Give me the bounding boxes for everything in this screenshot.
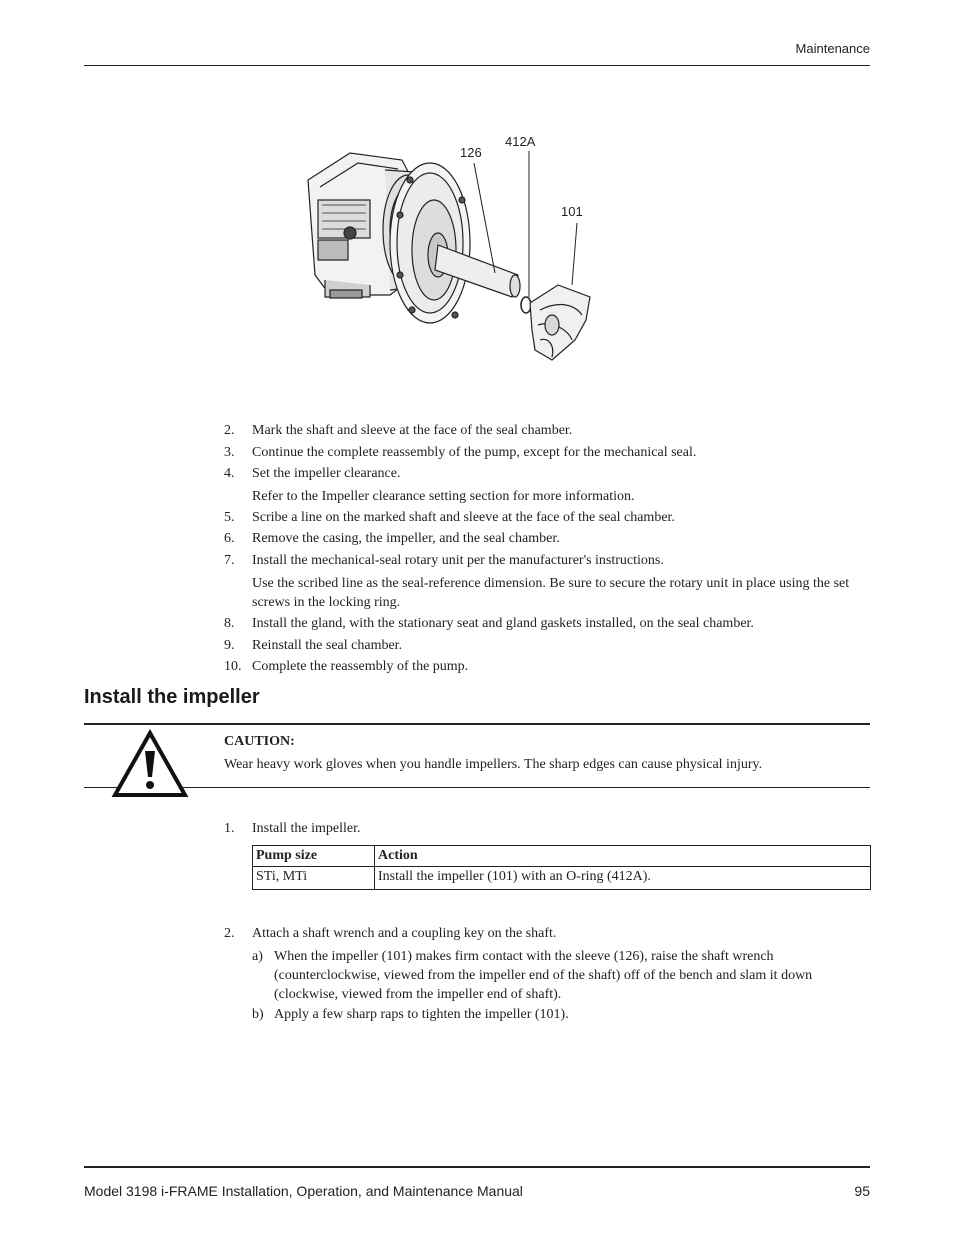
caution-box bbox=[84, 723, 870, 788]
step-number: 3. bbox=[224, 445, 235, 460]
step-text: Install the impeller. bbox=[252, 821, 361, 836]
page-number: 95 bbox=[854, 1183, 870, 1199]
substep-letter: b) bbox=[252, 1007, 264, 1022]
step-text: Reinstall the seal chamber. bbox=[252, 638, 403, 653]
step-number: 8. bbox=[224, 616, 235, 631]
header-section-name: Maintenance bbox=[795, 41, 870, 56]
step-text: Scribe a line on the marked shaft and sleeve at the face of the seal chamber. bbox=[252, 510, 675, 525]
table-header-action: Action bbox=[375, 846, 871, 867]
impeller-table bbox=[252, 845, 871, 890]
table-cell-action: Install the impeller (101) with an O-ring (412A). bbox=[375, 867, 871, 890]
section-heading: Install the impeller bbox=[84, 686, 260, 708]
step-number: 2. bbox=[224, 926, 235, 941]
step-number: 5. bbox=[224, 510, 235, 525]
caution-title: CAUTION: bbox=[224, 734, 295, 749]
table-header-row bbox=[253, 846, 871, 867]
running-header bbox=[84, 40, 870, 66]
step-text: Set the impeller clearance. bbox=[252, 466, 401, 481]
warning-triangle-icon bbox=[111, 729, 189, 799]
step-number: 4. bbox=[224, 466, 235, 481]
caution-text: Wear heavy work gloves when you handle impellers. The sharp edges can cause physical injury. bbox=[224, 757, 763, 772]
step-number: 9. bbox=[224, 638, 235, 653]
table-row bbox=[253, 867, 871, 890]
step-text: Install the mechanical-seal rotary unit per the manufacturer's instructions. bbox=[252, 553, 664, 568]
step-text: Remove the casing, the impeller, and the seal chamber. bbox=[252, 531, 560, 546]
step-text: Complete the reassembly of the pump. bbox=[252, 659, 469, 674]
step-text: Attach a shaft wrench and a coupling key on the shaft. bbox=[252, 926, 557, 941]
substep-text: When the impeller (101) makes firm contact with the sleeve (126), raise the shaft wrench (counterclockwise, viewed from the impeller end of the shaft) off of the bench and slam it down (clockwise, viewed from the impeller end of shaft). bbox=[274, 949, 813, 1002]
step-number: 6. bbox=[224, 531, 235, 546]
step-number: 7. bbox=[224, 553, 235, 568]
substep-text: Apply a few sharp raps to tighten the impeller (101). bbox=[274, 1007, 569, 1022]
step-number: 1. bbox=[224, 821, 235, 836]
callout-101: 101 bbox=[561, 204, 583, 219]
callout-412a: 412A bbox=[505, 134, 536, 149]
page-footer bbox=[84, 1166, 870, 1208]
step-text: Mark the shaft and sleeve at the face of the seal chamber. bbox=[252, 423, 573, 438]
pump-exploded-figure bbox=[290, 125, 620, 375]
callout-126: 126 bbox=[460, 145, 482, 160]
substep-letter: a) bbox=[252, 949, 263, 964]
step-number: 2. bbox=[224, 423, 235, 438]
table-cell-pump-size: STi, MTi bbox=[253, 867, 375, 890]
pump-illustration bbox=[290, 125, 620, 375]
step-note: Refer to the Impeller clearance setting section for more information. bbox=[252, 489, 635, 504]
table-header-pump-size: Pump size bbox=[253, 846, 375, 867]
step-note: Use the scribed line as the seal-reference dimension. Be sure to secure the rotary unit in place using the set screws in the locking ring. bbox=[252, 576, 850, 610]
step-number: 10. bbox=[224, 659, 242, 674]
step-text: Install the gland, with the stationary seat and gland gaskets installed, on the seal chamber. bbox=[252, 616, 754, 631]
footer-manual-title: Model 3198 i-FRAME Installation, Operation, and Maintenance Manual bbox=[84, 1183, 523, 1199]
step-text: Continue the complete reassembly of the pump, except for the mechanical seal. bbox=[252, 445, 697, 460]
